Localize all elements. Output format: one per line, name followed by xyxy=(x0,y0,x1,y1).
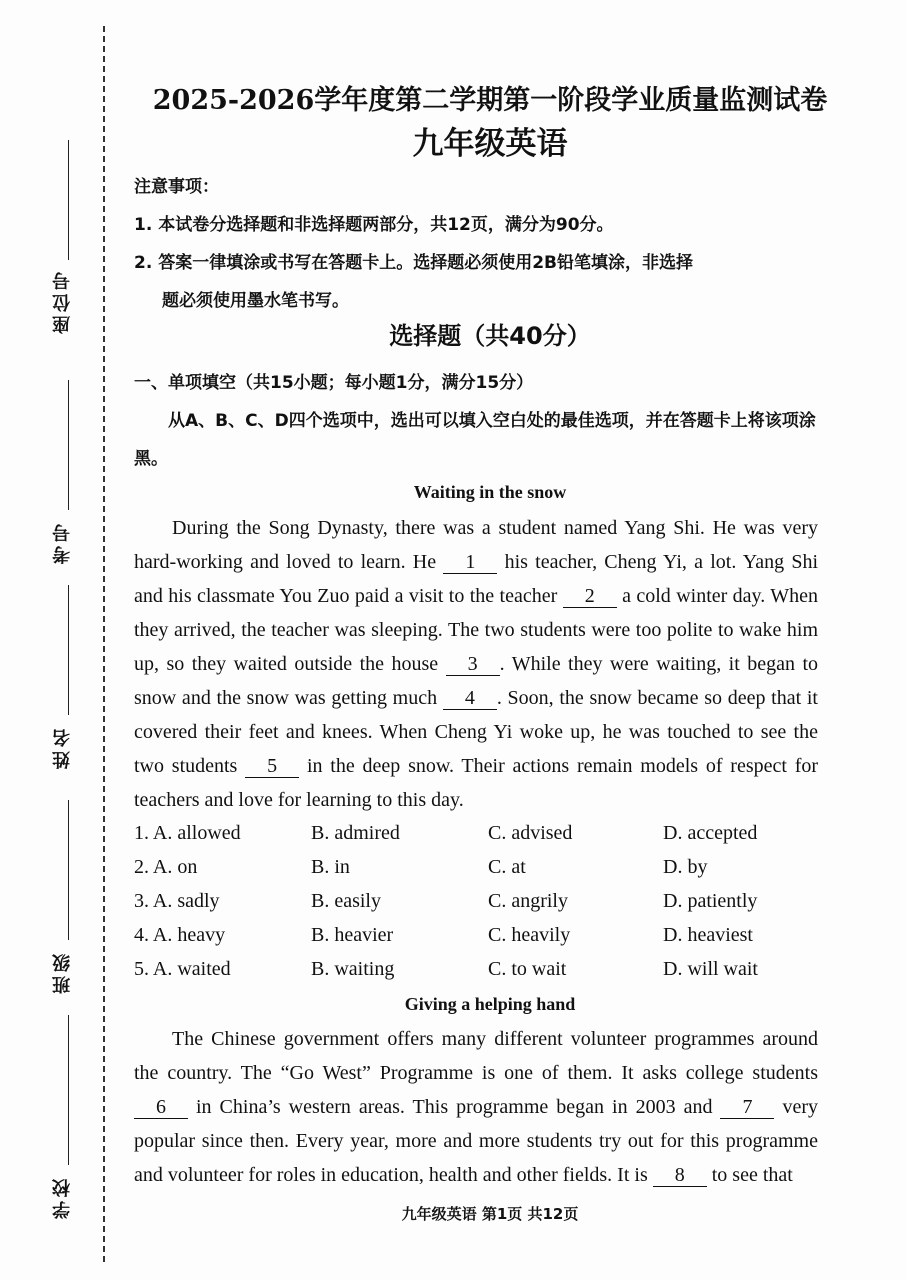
option-3a: 3. A. sadly xyxy=(134,889,220,912)
blank-8: 8 xyxy=(653,1164,707,1187)
option-2b: B. in xyxy=(311,855,350,878)
option-4d: D. heaviest xyxy=(663,923,753,946)
class-field[interactable] xyxy=(40,800,80,1010)
option-row-4 xyxy=(134,918,824,952)
name-blank-line xyxy=(68,585,69,715)
seat-number-field[interactable] xyxy=(40,140,80,380)
option-4a: 4. A. heavy xyxy=(134,923,226,946)
name-field[interactable] xyxy=(40,585,80,785)
note-item-2-continued: 题必须使用墨水笔书写。 xyxy=(162,291,349,311)
passage1-text xyxy=(134,511,818,817)
option-1c: C. advised xyxy=(488,821,573,844)
school-blank-line xyxy=(68,1015,69,1165)
notes-section xyxy=(134,168,824,320)
option-2a: 2. A. on xyxy=(134,855,198,878)
blank-4: 4 xyxy=(443,687,497,710)
blank-3: 3 xyxy=(446,653,500,676)
part1-instruction: 从A、B、C、D四个选项中，选出可以填入空白处的最佳选项，并在答题卡上将该项涂黑。 xyxy=(134,411,816,469)
class-blank-line xyxy=(68,800,69,940)
exam-number-field[interactable] xyxy=(40,380,80,580)
school-label: 学校 xyxy=(52,1175,73,1219)
blank-5: 5 xyxy=(245,755,299,778)
option-4b: B. heavier xyxy=(311,923,394,946)
school-field[interactable] xyxy=(40,1015,80,1235)
seat-number-label: 座位号 xyxy=(52,268,73,334)
option-2d: D. by xyxy=(663,855,708,878)
option-1b: B. admired xyxy=(311,821,400,844)
option-2c: C. at xyxy=(488,855,526,878)
blank-7: 7 xyxy=(720,1096,774,1119)
passage2-sentence: to see that xyxy=(711,1164,793,1186)
notes-heading: 注意事项： xyxy=(134,177,219,197)
binding-margin-dashed-line xyxy=(103,26,105,1262)
option-1a: 1. A. allowed xyxy=(134,821,241,844)
option-row-1 xyxy=(134,816,824,850)
passage1-sentence: his teacher, Cheng Yi, a lot. Yang Shi and his classmate You Zuo paid a visit to the teacher xyxy=(134,551,819,607)
passage2-title: Giving a helping hand xyxy=(404,994,576,1014)
seat-number-blank-line xyxy=(68,140,69,260)
passage2-text xyxy=(134,1022,818,1192)
passage2-sentence: The Chinese government offers many different volunteer programmes around the country. The “Go West” Programme is one of them. It asks college students xyxy=(134,1028,818,1084)
option-5d: D. will wait xyxy=(663,957,758,980)
note-item-1: 1. 本试卷分选择题和非选择题两部分，共12页，满分为90分。 xyxy=(134,215,614,235)
option-row-3 xyxy=(134,884,824,918)
exam-number-label: 考号 xyxy=(52,520,73,564)
passage1-title: Waiting in the snow xyxy=(413,482,567,502)
exam-subtitle: 九年级英语 xyxy=(412,126,568,162)
option-1d: D. accepted xyxy=(663,821,758,844)
blank-2: 2 xyxy=(563,585,617,608)
passage1-sentence: in the deep snow. Their actions remain models of respect for teachers and love for learning to this day. xyxy=(134,755,819,811)
option-5c: C. to wait xyxy=(488,957,567,980)
option-5b: B. waiting xyxy=(311,957,395,980)
option-3d: D. patiently xyxy=(663,889,758,912)
passage1-sentence: . Soon, the snow became so deep that it covered their feet and knees. When Cheng Yi woke up, he was touched to see the two students xyxy=(134,687,818,777)
class-label: 班级 xyxy=(52,950,73,994)
passage2-sentence: very popular since then. Every year, more and more students try out for this programme and volunteer for roles in education, health and other fields. It is xyxy=(134,1096,819,1186)
option-row-2 xyxy=(134,850,824,884)
exam-number-blank-line xyxy=(68,380,69,510)
blank-1: 1 xyxy=(443,551,497,574)
passage1-sentence: a cold winter day. When they arrived, the teacher was sleeping. The two students were too polite to wake him up, so they waited outside the house xyxy=(134,585,819,675)
section-title: 选择题（共40分） xyxy=(389,322,591,350)
option-4c: C. heavily xyxy=(488,923,571,946)
exam-title: 2025-2026学年度第二学期第一阶段学业质量监测试卷 xyxy=(152,85,828,116)
option-3c: C. angrily xyxy=(488,889,568,912)
options-table xyxy=(134,816,824,986)
passage1-sentence: . While they were waiting, it began to snow and the snow was getting much xyxy=(134,653,819,709)
part1-title: 一、单项填空（共15小题；每小题1分，满分15分） xyxy=(134,373,534,393)
option-row-5 xyxy=(134,952,824,986)
option-3b: B. easily xyxy=(311,889,381,912)
option-5a: 5. A. waited xyxy=(134,957,231,980)
passage1-sentence: During the Song Dynasty, there was a student named Yang Shi. He was very hard-working and loved to learn. He xyxy=(134,517,818,573)
page-footer: 九年级英语 第1页 共12页 xyxy=(401,1205,579,1223)
blank-6: 6 xyxy=(134,1096,188,1119)
passage2-sentence: in China’s western areas. This programme began in 2003 and xyxy=(196,1096,713,1118)
name-label: 姓名 xyxy=(52,725,73,769)
note-item-2: 2. 答案一律填涂或书写在答题卡上。选择题必须使用2B铅笔填涂，非选择 xyxy=(134,253,693,273)
